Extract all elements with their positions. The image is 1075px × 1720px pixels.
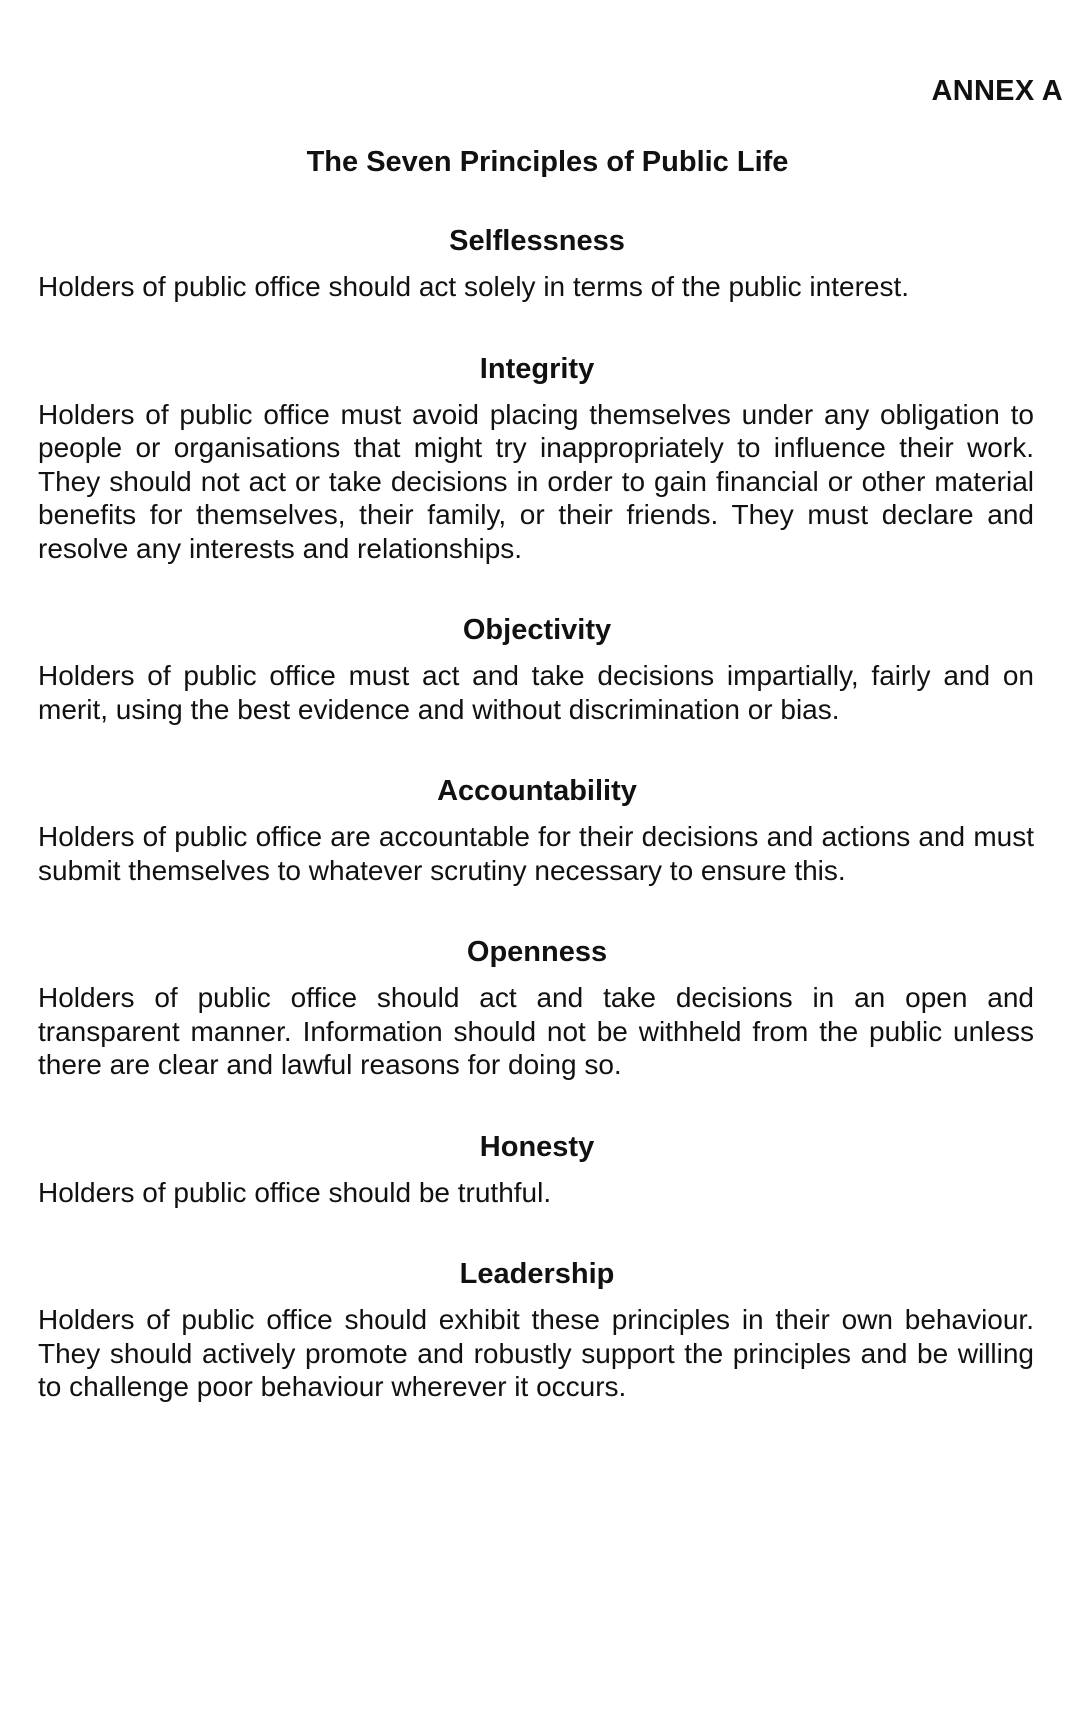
principle-heading: Objectivity [462, 614, 612, 646]
annex-label: ANNEX A [931, 75, 1063, 107]
principles-list [38, 224, 1034, 1452]
principle-text: Holders of public office must act and take decisions impartially, fairly and on merit, using the best evidence and without discrimination or bias. [38, 660, 1034, 725]
principle-accountability [38, 774, 1034, 887]
principle-heading: Integrity [479, 352, 595, 385]
principle-openness [38, 935, 1034, 1082]
document-title: The Seven Principles of Public Life [306, 146, 789, 178]
principle-objectivity [38, 613, 1034, 726]
principle-heading: Leadership [459, 1258, 615, 1290]
principle-heading: Selflessness [449, 225, 625, 257]
principle-heading: Honesty [479, 1130, 595, 1163]
principle-honesty [38, 1130, 1034, 1210]
principle-text: Holders of public office are accountable for their decisions and actions and must submit themselves to whatever scrutiny necessary to ensure this. [38, 821, 1034, 886]
principle-text: Holders of public office should act solely in terms of the public interest. [38, 271, 910, 302]
principle-text: Holders of public office must avoid placing themselves under any obligation to people or organisations that might try inappropriately to influence their work. They should not act or take decisions in order to gain financial or other material benefits for themselves, their family, or their friends. They must declare and resolve any interests and relationships. [38, 398, 1034, 564]
principle-text: Holders of public office should be truthful. [38, 1176, 552, 1208]
principle-heading: Accountability [437, 775, 637, 807]
principle-leadership [38, 1257, 1034, 1404]
principle-heading: Openness [466, 936, 608, 968]
principle-text: Holders of public office should act and take decisions in an open and transparent manner. Information should not be withheld from the public unless there are clear and lawful reasons for doing so. [38, 982, 1034, 1080]
principle-integrity [38, 352, 1034, 566]
principle-text: Holders of public office should exhibit these principles in their own behaviour. They should actively promote and robustly support the principles and be willing to challenge poor behaviour wherever it occurs. [38, 1304, 1034, 1402]
principle-selflessness [38, 224, 1034, 304]
